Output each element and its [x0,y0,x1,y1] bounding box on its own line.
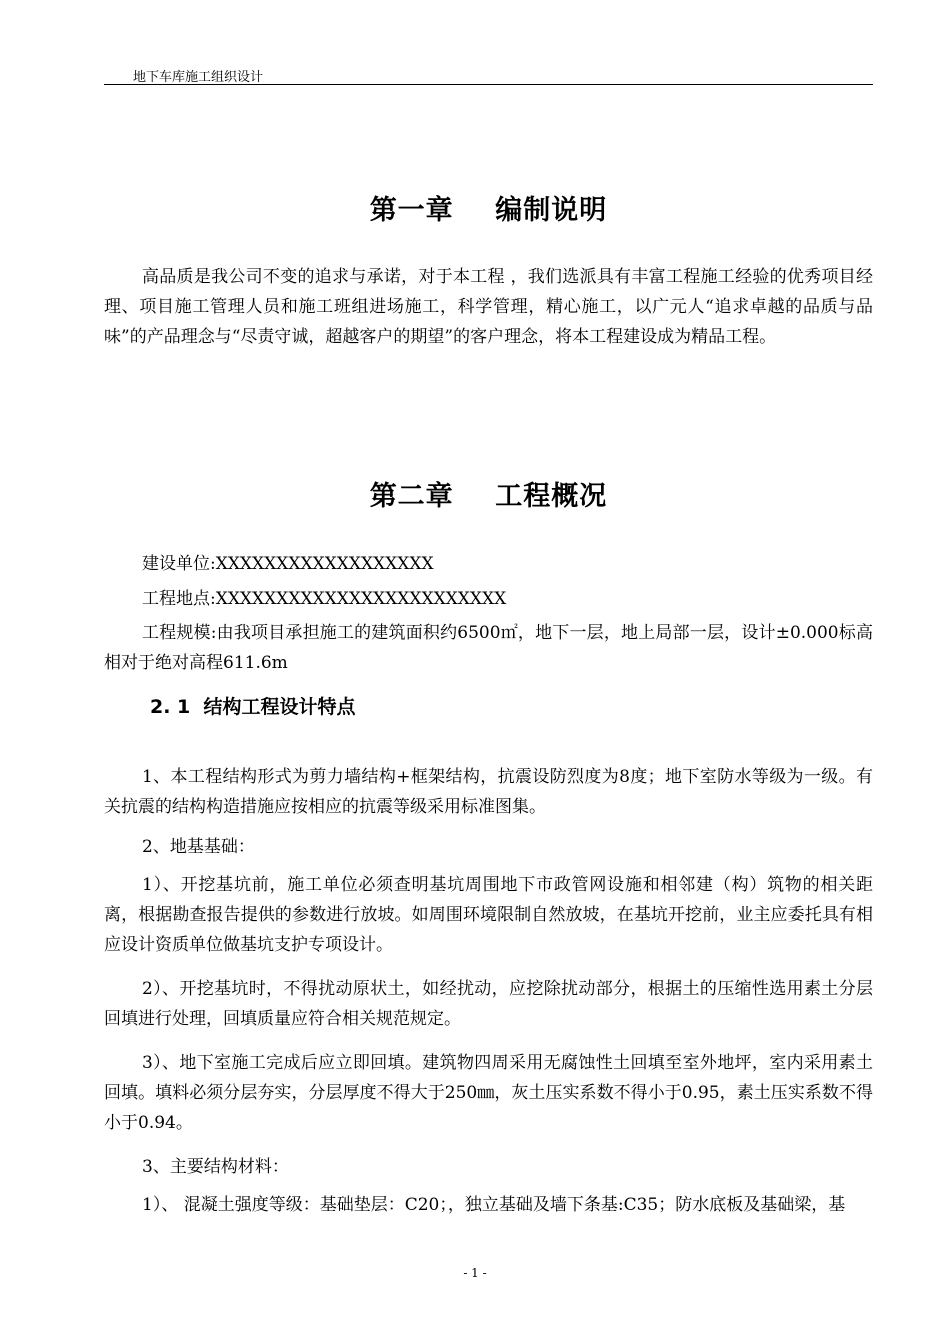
header-rule [104,84,873,85]
chapter-2-title: 第二章 工程概况 [369,481,608,512]
scale-paragraph: 工程规模:由我项目承担施工的建筑面积约6500㎡，地下一层，地上局部一层，设计±0.000标高相对于绝对高程611.6m [104,623,873,673]
owner-line: 建设单位:XXXXXXXXXXXXXXXXXX [142,554,434,574]
page-number: - 1 - [463,1266,487,1280]
paragraph-backfill: 3）、地下室施工完成后应立即回填。建筑物四周采用无腐蚀性土回填至室外地坪，室内采用素土回填。填料必须分层夯实，分层厚度不得大于250㎜，灰土压实系数不得小于0.95，素土压实系数不得小于0.94。 [104,1053,873,1133]
section-2-1-title: 2. 1 结构工程设计特点 [150,696,356,718]
location-line: 工程地点:XXXXXXXXXXXXXXXXXXXXXXXX [142,589,507,609]
paragraph-materials-heading: 3、主要结构材料： [142,1157,289,1177]
paragraph-foundation-heading: 2、地基基础： [142,837,255,857]
paragraph-excavation-survey: 1）、开挖基坑前，施工单位必须查明基坑周围地下市政管网设施和相邻建（构）筑物的相关距离，根据勘查报告提供的参数进行放坡。如周围环境限制自然放坡，在基坑开挖前，业主应委托具有相应设计资质单位做基坑支护专项设计。 [104,875,873,955]
paragraph-structure-form: 1、本工程结构形式为剪力墙结构+框架结构，抗震设防烈度为8度；地下室防水等级为一级。有关抗震的结构构造措施应按相应的抗震等级采用标准图集。 [104,767,873,817]
chapter-1-title: 第一章 编制说明 [369,195,608,226]
paragraph-excavation-soil: 2）、开挖基坑时，不得扰动原状土，如经扰动，应挖除扰动部分，根据土的压缩性选用素土分层回填进行处理，回填质量应符合相关规范规定。 [104,979,873,1029]
paragraph-concrete-grades: 1）、 混凝土强度等级：基础垫层：C20；，独立基础及墙下条基:C35；防水底板及基础梁，基 [142,1195,846,1215]
running-header: 地下车库施工组织设计 [133,70,264,85]
chapter-1-paragraph: 高品质是我公司不变的追求与承诺，对于本工程 ，我们选派具有丰富工程施工经验的优秀项目经理、项目施工管理人员和施工班组进场施工，科学管理，精心施工，以广元人“追求卓越的品质与品味”的产品理念与“尽责守诚，超越客户的期望”的客户理念，将本工程建设成为精品工程。 [104,267,873,347]
